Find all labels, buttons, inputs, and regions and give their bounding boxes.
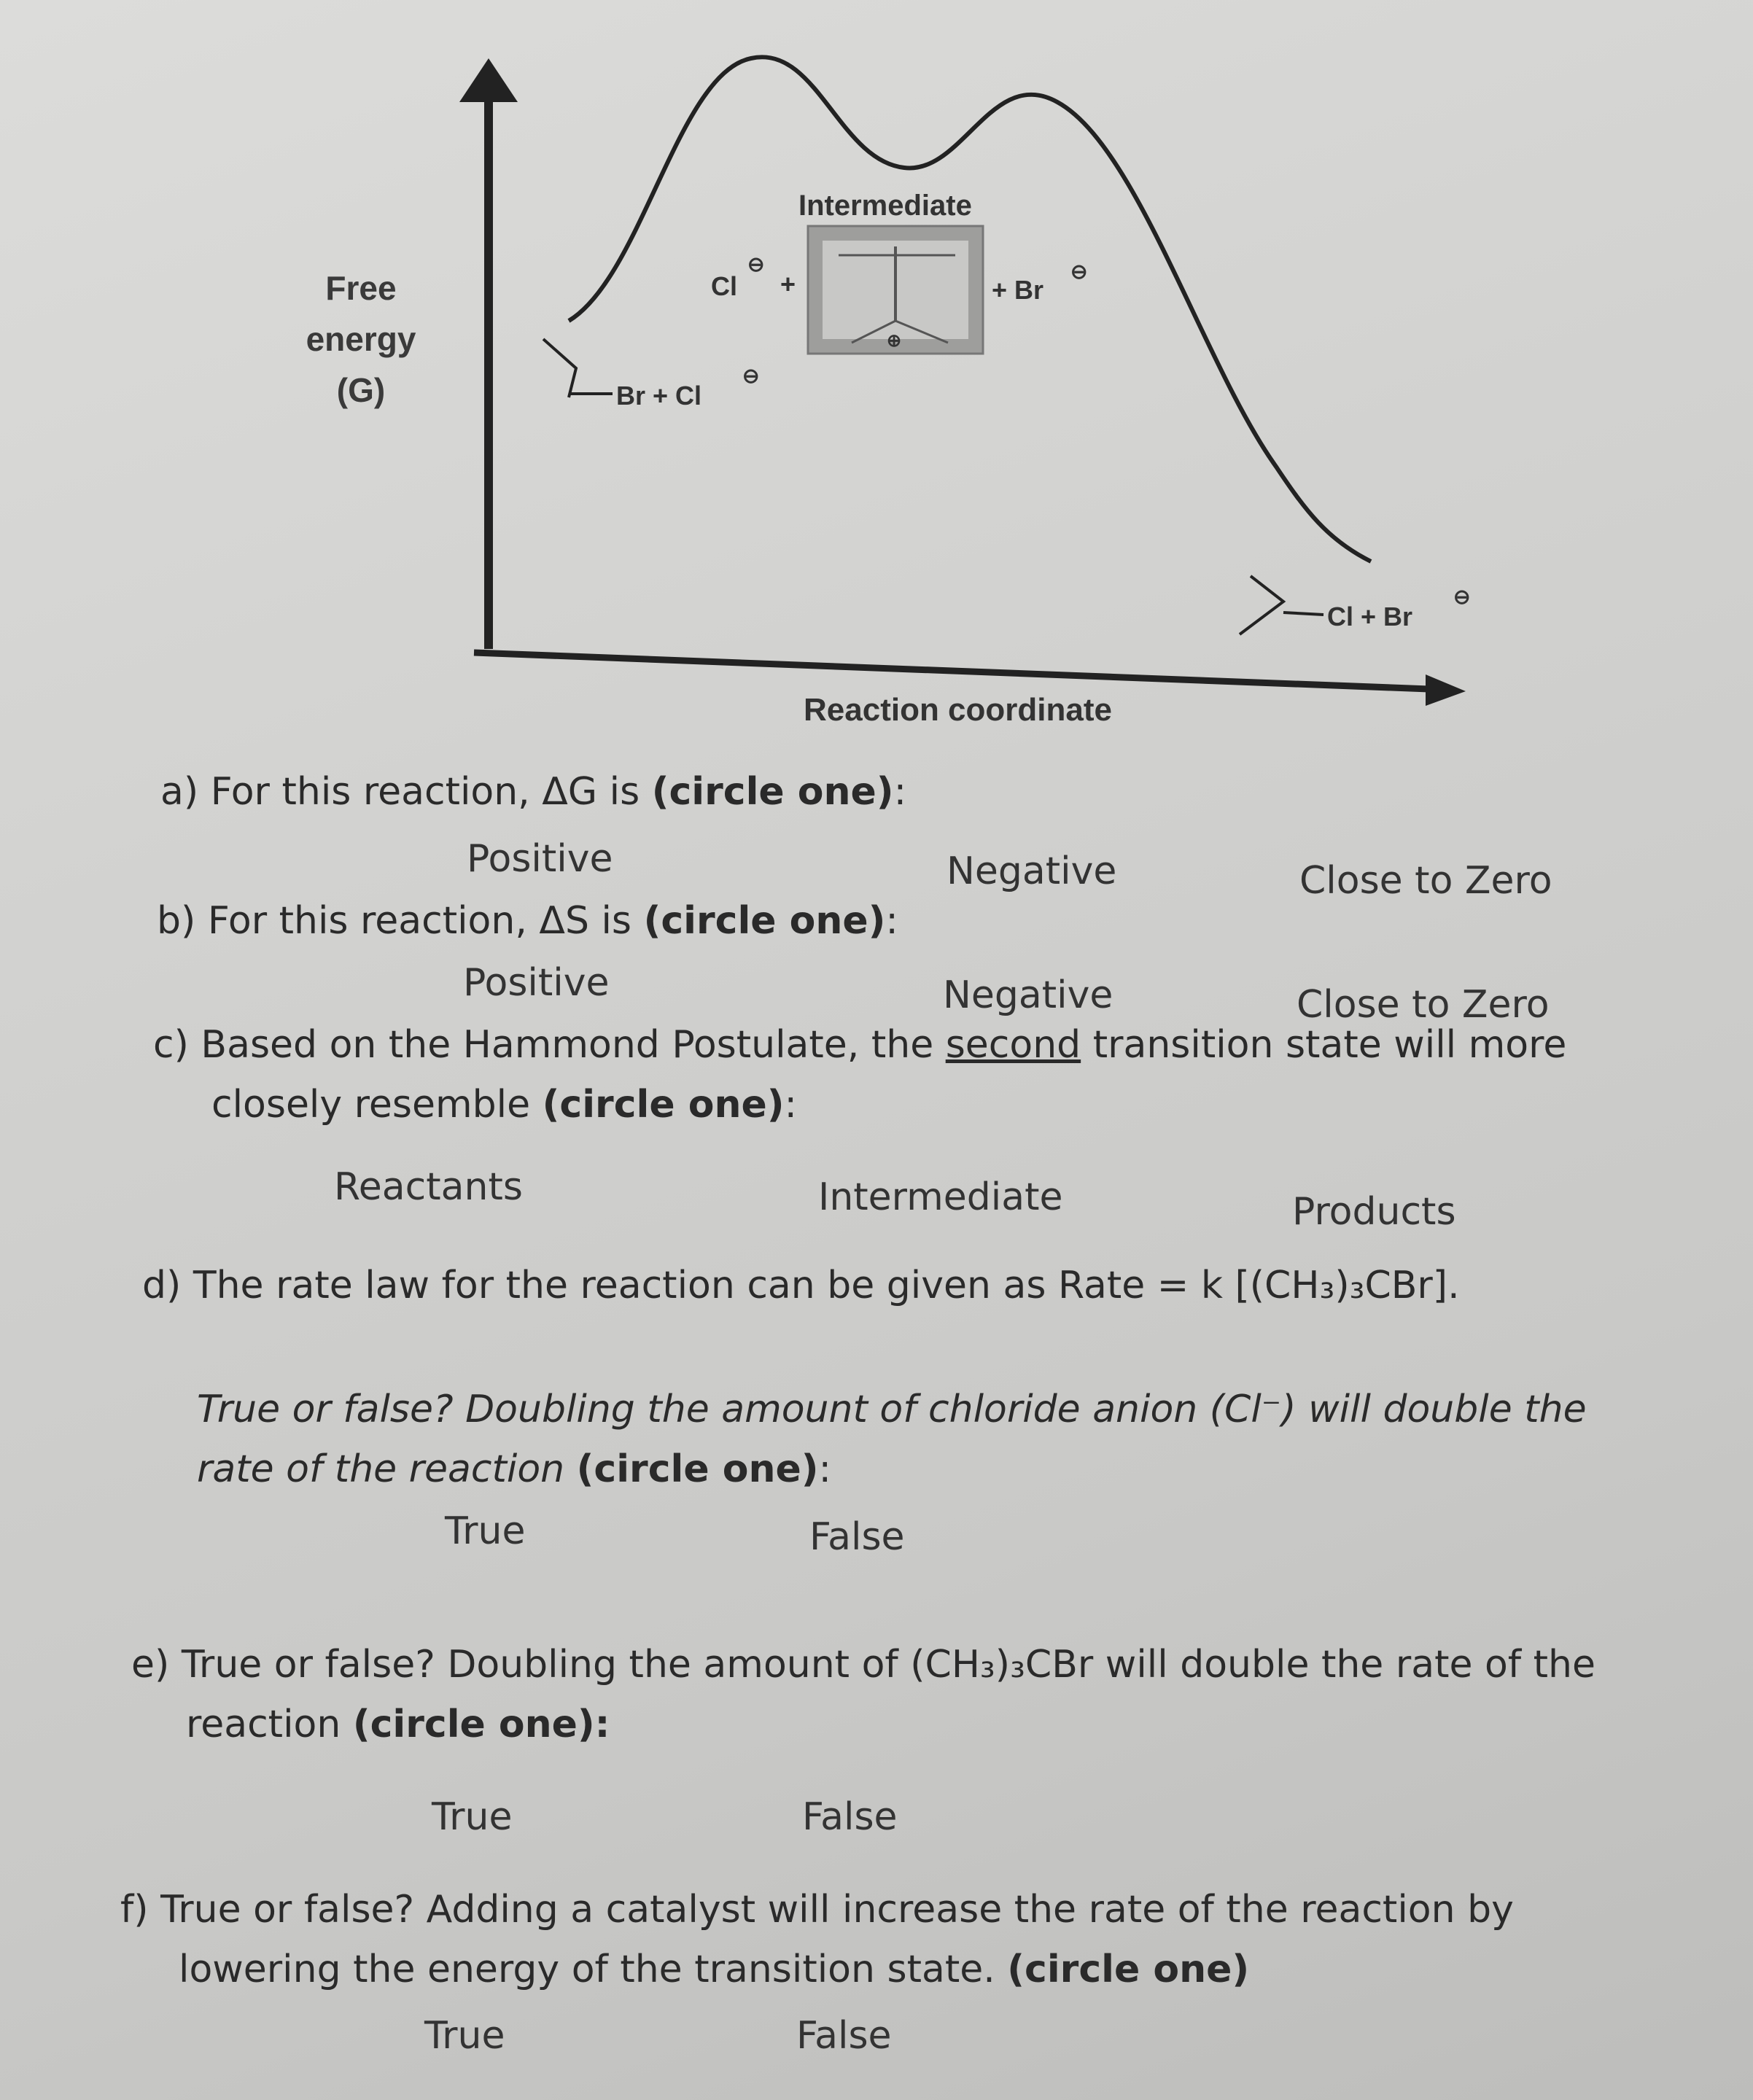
option-f-false[interactable]: False <box>796 2014 892 2058</box>
question-b: b) For this reaction, ΔS is (circle one): <box>157 899 898 943</box>
option-a-negative[interactable]: Negative <box>947 849 1117 893</box>
reactants-label: Br + Cl <box>616 381 702 411</box>
question-c: c) Based on the Hammond Postulate, the second transition state will more closely resemble (circle one): <box>153 1023 1567 1127</box>
reactants-charge: ⊖ <box>742 365 760 387</box>
intermediate-right-charge: ⊖ <box>1070 260 1088 283</box>
question-e: e) True or false? Doubling the amount of (CH₃)₃CBr will double the rate of the reaction (circle one): <box>131 1643 1595 1746</box>
intermediate-left-plus: + <box>780 269 796 299</box>
x-axis-arrowhead <box>1426 674 1466 706</box>
option-a-close-to-zero[interactable]: Close to Zero <box>1299 859 1552 903</box>
question-a: a) For this reaction, ΔG is (circle one): <box>160 770 907 814</box>
products-charge: ⊖ <box>1453 586 1471 608</box>
intermediate-right-label: + Br <box>992 275 1044 305</box>
question-d: d) The rate law for the reaction can be given as Rate = k [(CH₃)₃CBr]. <box>142 1264 1460 1307</box>
x-axis-label: Reaction coordinate <box>804 692 1112 728</box>
option-b-close-to-zero[interactable]: Close to Zero <box>1297 983 1550 1027</box>
option-c-reactants[interactable]: Reactants <box>334 1165 523 1209</box>
y-axis-arrowhead <box>459 58 518 102</box>
intermediate-center-charge: ⊕ <box>887 331 902 351</box>
option-e-true[interactable]: True <box>432 1795 513 1839</box>
intermediate-label: Intermediate <box>798 190 972 222</box>
option-a-positive[interactable]: Positive <box>467 837 613 881</box>
option-f-true[interactable]: True <box>424 2014 505 2058</box>
energy-diagram <box>0 0 1753 766</box>
option-b-negative[interactable]: Negative <box>943 973 1113 1017</box>
option-e-false[interactable]: False <box>802 1795 898 1839</box>
product-squiggle <box>1240 576 1283 634</box>
option-c-products[interactable]: Products <box>1292 1190 1456 1234</box>
option-b-positive[interactable]: Positive <box>463 961 610 1005</box>
question-d-sub: True or false? Doubling the amount of chloride anion (Cl⁻) will double the rate of the reaction (circle one): <box>197 1388 1587 1491</box>
option-d-false[interactable]: False <box>809 1515 905 1559</box>
intermediate-left-label: Cl <box>711 271 737 301</box>
option-d-true[interactable]: True <box>445 1509 526 1553</box>
intermediate-left-charge: ⊖ <box>747 253 765 276</box>
y-axis-label: Free energy (G) <box>306 269 416 409</box>
products-label: Cl + Br <box>1327 602 1413 631</box>
option-c-intermediate[interactable]: Intermediate <box>818 1175 1063 1219</box>
x-axis <box>474 653 1429 689</box>
question-f: f) True or false? Adding a catalyst will increase the rate of the reaction by lowering the energy of the transition state. (circle one) <box>120 1888 1514 1991</box>
reactant-squiggle <box>543 339 576 397</box>
